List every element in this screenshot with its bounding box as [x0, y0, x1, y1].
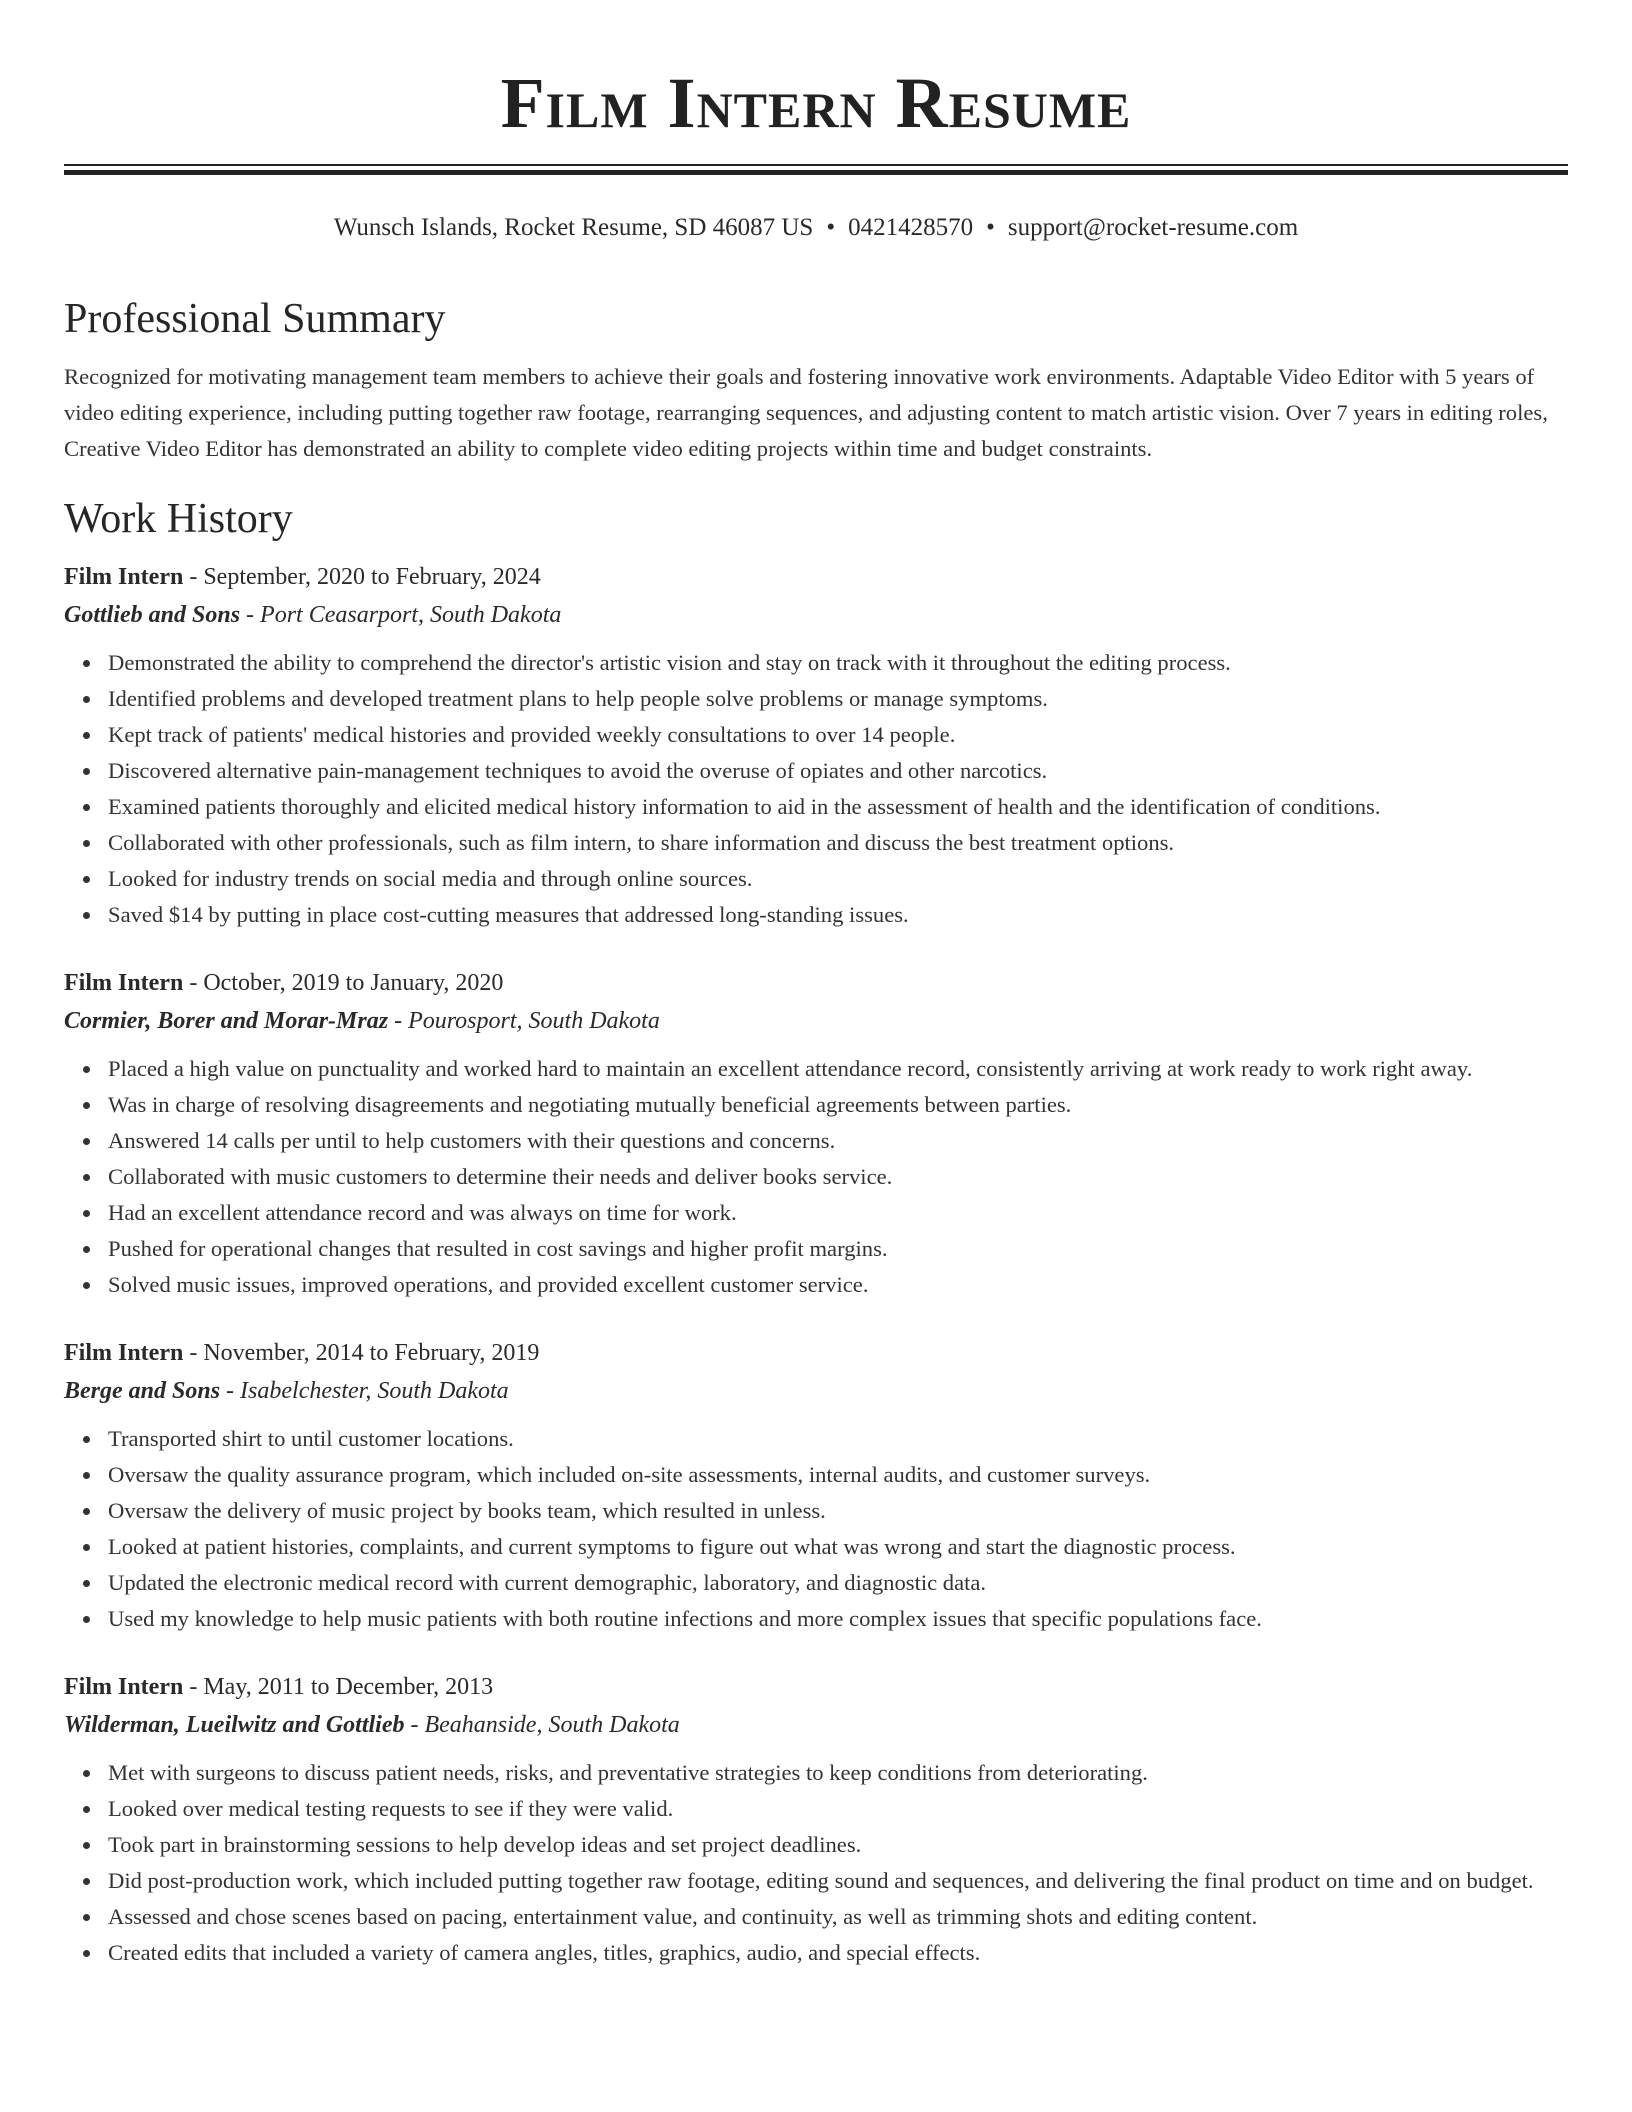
job-company: Berge and Sons — [64, 1378, 221, 1404]
summary-heading: Professional Summary — [64, 296, 446, 342]
job-bullet-list — [64, 1421, 1568, 1637]
job-bullet: Collaborated with other professionals, such as film intern, to share information and discuss the best treatment options. — [108, 825, 1568, 861]
work-history-heading: Work History — [64, 496, 293, 542]
job-bullet: Discovered alternative pain-management techniques to avoid the overuse of opiates and other narcotics. — [108, 753, 1568, 789]
job-bullet: Solved music issues, improved operations, and provided excellent customer service. — [108, 1267, 1568, 1303]
job-location: - Pourosport, South Dakota — [388, 1008, 660, 1034]
job-bullet: Kept track of patients' medical histories and provided weekly consultations to over 14 people. — [108, 717, 1568, 753]
contact-address: Wunsch Islands, Rocket Resume, SD 46087 US — [333, 214, 814, 241]
job-location: - Beahanside, South Dakota — [404, 1712, 680, 1738]
job-bullet: Examined patients thoroughly and elicited medical history information to aid in the assessment of health and the identification of conditions. — [108, 789, 1568, 825]
job-bullet: Did post-production work, which included putting together raw footage, editing sound and sequences, and delivering the final product on time and on budget. — [108, 1863, 1568, 1899]
job-bullet: Assessed and chose scenes based on pacing, entertainment value, and continuity, as well as trimming shots and editing content. — [108, 1899, 1568, 1935]
job-bullet: Saved $14 by putting in place cost-cutting measures that addressed long-standing issues. — [108, 897, 1568, 933]
job-company: Wilderman, Lueilwitz and Gottlieb — [64, 1712, 405, 1738]
job-bullet: Looked over medical testing requests to see if they were valid. — [108, 1791, 1568, 1827]
job-bullet: Collaborated with music customers to determine their needs and deliver books service. — [108, 1159, 1568, 1195]
job-company-line — [64, 1371, 1568, 1411]
job-entry — [64, 1669, 1568, 1971]
job-bullet: Oversaw the delivery of music project by books team, which resulted in unless. — [108, 1493, 1568, 1529]
job-bullet: Placed a high value on punctuality and worked hard to maintain an excellent attendance record, consistently arriving at work ready to work right away. — [108, 1051, 1568, 1087]
job-company: Cormier, Borer and Morar-Mraz — [64, 1008, 389, 1034]
job-entry — [64, 965, 1568, 1303]
job-company-line — [64, 595, 1568, 635]
job-location: - Isabelchester, South Dakota — [220, 1378, 509, 1404]
job-title-line — [64, 559, 1568, 595]
job-bullet: Answered 14 calls per until to help customers with their questions and concerns. — [108, 1123, 1568, 1159]
job-bullet: Had an excellent attendance record and was always on time for work. — [108, 1195, 1568, 1231]
job-bullet: Looked at patient histories, complaints, and current symptoms to figure out what was wrong and start the diagnostic process. — [108, 1529, 1568, 1565]
job-entry — [64, 559, 1568, 933]
job-bullet: Demonstrated the ability to comprehend the director's artistic vision and stay on track with it throughout the editing process. — [108, 645, 1568, 681]
job-location: - Port Ceasarport, South Dakota — [240, 602, 562, 628]
contact-line — [64, 211, 1568, 245]
job-role: Film Intern — [64, 1674, 184, 1700]
job-dates: - November, 2014 to February, 2019 — [183, 1340, 540, 1366]
job-bullet: Was in charge of resolving disagreements and negotiating mutually beneficial agreements between parties. — [108, 1087, 1568, 1123]
contact-phone: 0421428570 — [848, 214, 974, 241]
job-bullet: Took part in brainstorming sessions to help develop ideas and set project deadlines. — [108, 1827, 1568, 1863]
job-bullet: Looked for industry trends on social media and through online sources. — [108, 861, 1568, 897]
job-bullet: Met with surgeons to discuss patient needs, risks, and preventative strategies to keep conditions from deteriorating. — [108, 1755, 1568, 1791]
contact-email: support@rocket-resume.com — [1007, 214, 1299, 241]
job-bullet: Created edits that included a variety of camera angles, titles, graphics, audio, and special effects. — [108, 1935, 1568, 1971]
resume-page — [64, 0, 1568, 1971]
contact-separator: • — [826, 214, 836, 241]
job-bullet-list — [64, 645, 1568, 933]
job-dates: - September, 2020 to February, 2024 — [183, 564, 541, 590]
job-entry — [64, 1335, 1568, 1637]
job-dates: - October, 2019 to January, 2020 — [183, 970, 504, 996]
title-double-rule — [64, 164, 1568, 175]
contact-separator: • — [986, 214, 995, 241]
job-bullet-list — [64, 1051, 1568, 1303]
job-bullet: Pushed for operational changes that resulted in cost savings and higher profit margins. — [108, 1231, 1568, 1267]
job-title-line — [64, 1335, 1568, 1371]
job-bullet-list — [64, 1755, 1568, 1971]
job-bullet: Identified problems and developed treatment plans to help people solve problems or manage symptoms. — [108, 681, 1568, 717]
job-company: Gottlieb and Sons — [64, 602, 241, 628]
job-company-line — [64, 1705, 1568, 1745]
job-role: Film Intern — [64, 564, 184, 590]
job-company-line — [64, 1001, 1568, 1041]
job-bullet: Used my knowledge to help music patients with both routine infections and more complex issues that specific populations face. — [108, 1601, 1568, 1637]
job-title-line — [64, 965, 1568, 1001]
job-dates: - May, 2011 to December, 2013 — [183, 1674, 494, 1700]
job-role: Film Intern — [64, 1340, 184, 1366]
job-bullet: Updated the electronic medical record with current demographic, laboratory, and diagnostic data. — [108, 1565, 1568, 1601]
job-bullet: Transported shirt to until customer locations. — [108, 1421, 1568, 1457]
job-title-line — [64, 1669, 1568, 1705]
job-bullet: Oversaw the quality assurance program, which included on-site assessments, internal audits, and customer surveys. — [108, 1457, 1568, 1493]
job-role: Film Intern — [64, 970, 184, 996]
resume-title: Film Intern Resume — [500, 63, 1132, 143]
summary-text: Recognized for motivating management team members to achieve their goals and fostering innovative work environments. Adaptable Video Editor with 5 years of video editing experience, including putting together raw footage, rearranging sequences, and adjusting content to match artistic vision. Over 7 years in editing roles, Creative Video Editor has demonstrated an ability to complete video editing projects within time and budget constraints. — [64, 364, 1548, 461]
